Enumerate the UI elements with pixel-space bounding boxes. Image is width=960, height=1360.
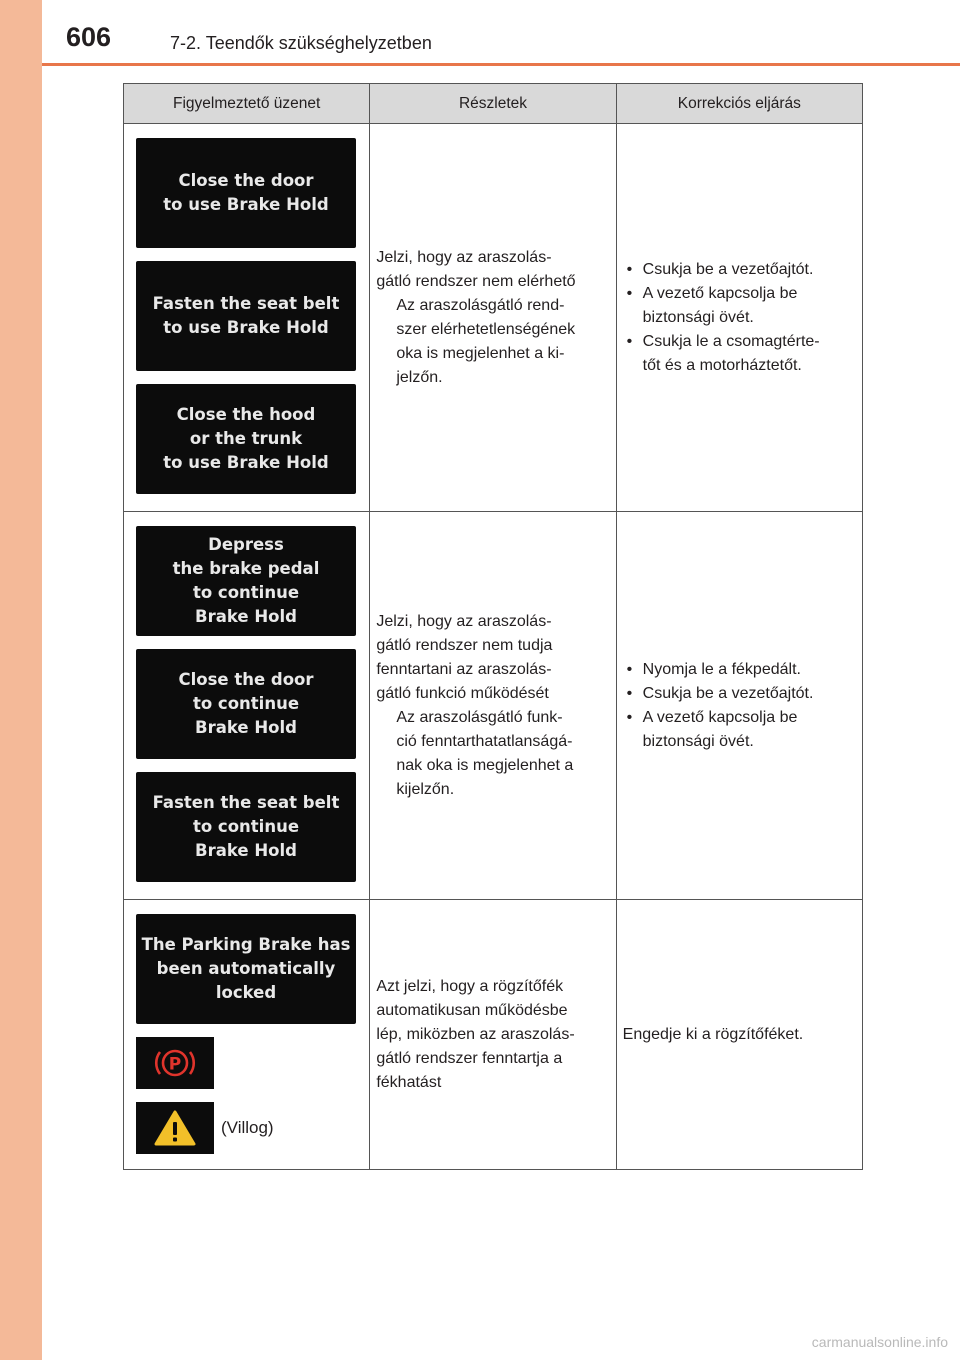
details-note: Az araszolásgátló funk- xyxy=(396,708,563,726)
table-row xyxy=(124,512,863,900)
correction-list xyxy=(623,658,854,754)
column-header-details: Részletek xyxy=(370,84,616,124)
message-cell xyxy=(124,900,370,1170)
list-item: • Csukja le a csomagtérte- tőt és a motorháztetőt. xyxy=(623,330,854,378)
details-cell xyxy=(370,512,616,900)
details-note: nak oka is megjelenhet a xyxy=(396,756,574,774)
details-cell xyxy=(370,900,616,1170)
details-note: jelzőn. xyxy=(396,368,443,386)
page-header xyxy=(42,0,960,66)
details-text: gátló funkció működését xyxy=(376,684,549,702)
list-item: • A vezető kapcsolja be biztonsági övét. xyxy=(623,706,854,754)
column-header-message: Figyelmeztető üzenet xyxy=(124,84,370,124)
details-note: Az araszolásgátló rend- xyxy=(396,296,565,314)
icon-row xyxy=(136,1102,369,1154)
list-item: • Csukja be a vezetőajtót. xyxy=(623,682,854,706)
table-header-row xyxy=(124,84,863,124)
correction-cell xyxy=(616,512,862,900)
watermark: carmanualsonline.info xyxy=(811,1334,948,1350)
header-rule xyxy=(42,63,960,66)
details-cell xyxy=(370,124,616,512)
table-row xyxy=(124,124,863,512)
display-message: The Parking Brake has been automatically locked xyxy=(136,914,356,1024)
flashing-label: (Villog) xyxy=(221,1118,274,1137)
display-message: Close the door to use Brake Hold xyxy=(136,138,356,248)
correction-text: Engedje ki a rögzítőféket. xyxy=(622,1025,804,1043)
details-text: gátló rendszer nem elérhető xyxy=(376,272,576,290)
correction-list xyxy=(623,258,854,378)
page-number: 606 xyxy=(66,22,112,52)
details-note: szer elérhetetlenségének xyxy=(396,320,576,338)
display-message: Close the door to continue Brake Hold xyxy=(136,649,356,759)
display-message: Fasten the seat belt to use Brake Hold xyxy=(136,261,356,371)
svg-text:P: P xyxy=(168,1054,182,1075)
list-item: • A vezető kapcsolja be biztonsági övét. xyxy=(623,282,854,330)
details-text: fékhatást xyxy=(376,1073,442,1091)
message-cell xyxy=(124,512,370,900)
details-text: Azt jelzi, hogy a rögzítőfék xyxy=(376,977,564,995)
warning-message-table xyxy=(123,83,863,1170)
correction-cell xyxy=(616,900,862,1170)
list-item: • Nyomja le a fékpedált. xyxy=(623,658,854,682)
warning-triangle-icon xyxy=(136,1102,214,1154)
details-text: lép, miközben az araszolás- xyxy=(376,1025,575,1043)
display-message: Close the hood or the trunk to use Brake Hold xyxy=(136,384,356,494)
message-cell xyxy=(124,124,370,512)
column-header-correction: Korrekciós eljárás xyxy=(616,84,862,124)
icon-row xyxy=(136,1037,369,1089)
table-row xyxy=(124,900,863,1170)
details-text: Jelzi, hogy az araszolás- xyxy=(376,248,552,266)
parking-brake-icon xyxy=(136,1037,214,1089)
details-text: automatikusan működésbe xyxy=(376,1001,568,1019)
details-note: ció fenntarthatatlanságá- xyxy=(396,732,573,750)
correction-cell xyxy=(616,124,862,512)
section-title: 7-2. Teendők szükséghelyzetben xyxy=(170,33,432,53)
details-text: gátló rendszer nem tudja xyxy=(376,636,553,654)
display-message: Depress the brake pedal to continue Brake Hold xyxy=(136,526,356,636)
details-text: Jelzi, hogy az araszolás- xyxy=(376,612,552,630)
list-item: • Csukja be a vezetőajtót. xyxy=(623,258,854,282)
display-message: Fasten the seat belt to continue Brake Hold xyxy=(136,772,356,882)
details-note: kijelzőn. xyxy=(396,780,455,798)
details-note: oka is megjelenhet a ki- xyxy=(396,344,565,362)
details-text: gátló rendszer fenntartja a xyxy=(376,1049,563,1067)
side-tab-strip xyxy=(0,0,42,1360)
details-text: fenntartani az araszolás- xyxy=(376,660,552,678)
